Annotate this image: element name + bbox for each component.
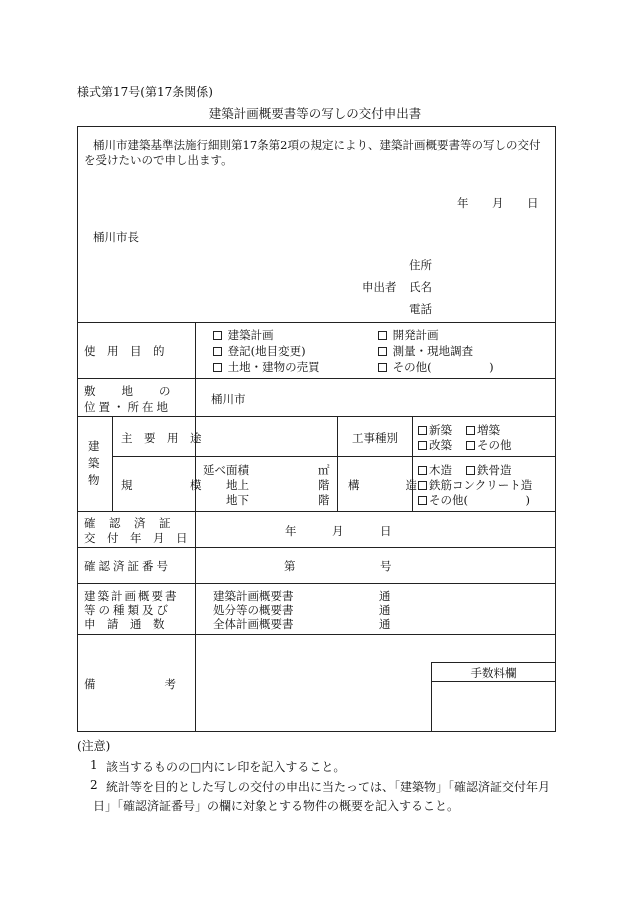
checkbox[interactable]	[378, 331, 387, 340]
structure-other[interactable]: その他( )	[418, 492, 530, 508]
purpose-option-2[interactable]: 開発計画	[378, 327, 439, 343]
site-label-2: 位置・所在地	[84, 400, 171, 414]
cert-date-year: 年	[285, 524, 297, 538]
purpose-option-6[interactable]: その他( )	[378, 359, 494, 375]
request-unit-2: 通	[379, 603, 391, 617]
scale-label: 規 模	[121, 478, 202, 492]
floor-area-label: 延べ面積	[203, 463, 249, 477]
purpose-option-3[interactable]: 登記(地目変更)	[213, 343, 306, 359]
checkbox[interactable]	[213, 347, 222, 356]
site-label-1: 敷 地 の	[84, 384, 172, 398]
floor-area-unit: ㎡	[318, 463, 330, 477]
checkbox[interactable]	[466, 466, 475, 475]
ctype-other[interactable]: その他	[466, 437, 512, 453]
purpose-label: 使 用 目 的	[84, 344, 165, 358]
checkbox[interactable]	[378, 347, 387, 356]
note-1: 該当するものの□内にレ印を記入すること。	[106, 760, 346, 774]
structure-label: 構 造	[348, 478, 417, 492]
structure-rc[interactable]: 鉄筋コンクリート造	[418, 477, 532, 493]
purpose-option-5[interactable]: 土地・建物の売買	[213, 359, 320, 375]
fee-label: 手数料欄	[470, 666, 517, 680]
applicant-name-label: 氏名	[409, 280, 432, 294]
note-2-line-1: 統計等を目的とした写しの交付の申出に当たっては、「建築物」「確認済証交付年月	[106, 780, 551, 794]
notes-heading: (注意)	[77, 739, 111, 753]
checkbox[interactable]	[378, 363, 387, 372]
ctype-rebuild[interactable]: 改築	[418, 437, 452, 453]
remarks-label: 備 考	[84, 677, 176, 691]
purpose-option-4[interactable]: 測量・現地調査	[378, 343, 473, 359]
cert-date-label-2: 交 付 年 月 日	[84, 531, 188, 545]
floors-above-unit: 階	[318, 478, 330, 492]
note-1-number: 1	[90, 758, 98, 772]
note-2-line-2: 日」「確認済証番号」の欄に対象とする物件の概要を記入すること。	[93, 799, 460, 813]
checkbox[interactable]	[418, 466, 427, 475]
purpose-option-1[interactable]: 建築計画	[213, 327, 274, 343]
date-month: 月	[492, 196, 504, 210]
request-label-3: 申 請 通 数	[84, 617, 165, 631]
construction-type-label: 工事種別	[352, 431, 398, 445]
request-item-2: 処分等の概要書	[213, 603, 294, 617]
cert-date-day: 日	[380, 524, 392, 538]
ctype-extension[interactable]: 増築	[466, 422, 500, 438]
floors-below-label: 地下	[226, 493, 249, 507]
request-label-1: 建築計画概要書	[84, 589, 179, 603]
building-label: 建築物	[88, 439, 100, 487]
checkbox[interactable]	[418, 426, 427, 435]
cert-number-prefix: 第	[284, 559, 296, 573]
checkbox[interactable]	[213, 363, 222, 372]
applicant-address-label: 住所	[409, 258, 432, 272]
note-2-number: 2	[90, 778, 98, 792]
request-label-2: 等の種類及び	[84, 603, 171, 617]
intro-line-2: を受けたいので申し出ます。	[84, 153, 233, 167]
site-value[interactable]: 桶川市	[211, 392, 246, 406]
intro-line-1: 桶川市建築基準法施行細則第17条第2項の規定により、建築計画概要書等の写しの交付	[93, 138, 541, 152]
request-unit-3: 通	[379, 617, 391, 631]
structure-wood[interactable]: 木造	[418, 462, 452, 478]
form-number: 様式第17号(第17条関係)	[77, 85, 213, 99]
checkbox[interactable]	[213, 331, 222, 340]
request-unit-1: 通	[379, 589, 391, 603]
checkbox[interactable]	[418, 441, 427, 450]
applicant-phone-label: 電話	[409, 302, 432, 316]
floors-above-label: 地上	[226, 478, 249, 492]
cert-number-suffix: 号	[380, 559, 392, 573]
checkbox[interactable]	[418, 481, 427, 490]
checkbox[interactable]	[466, 426, 475, 435]
checkbox[interactable]	[466, 441, 475, 450]
date-year: 年	[457, 196, 469, 210]
structure-steel[interactable]: 鉄骨造	[466, 462, 512, 478]
cert-date-label-1: 確 認 済 証	[84, 516, 172, 530]
request-item-3: 全体計画概要書	[213, 617, 294, 631]
ctype-new[interactable]: 新築	[418, 422, 452, 438]
cert-number-label: 確認済証番号	[84, 559, 171, 573]
applicant-label: 申出者	[362, 280, 397, 294]
form-title: 建築計画概要書等の写しの交付申出書	[208, 106, 422, 121]
addressee: 桶川市長	[93, 230, 139, 244]
date-day: 日	[527, 196, 539, 210]
floors-below-unit: 階	[318, 493, 330, 507]
checkbox[interactable]	[418, 496, 427, 505]
request-item-1: 建築計画概要書	[213, 589, 294, 603]
main-use-label: 主 要 用 途	[121, 431, 202, 445]
cert-date-month: 月	[332, 524, 344, 538]
